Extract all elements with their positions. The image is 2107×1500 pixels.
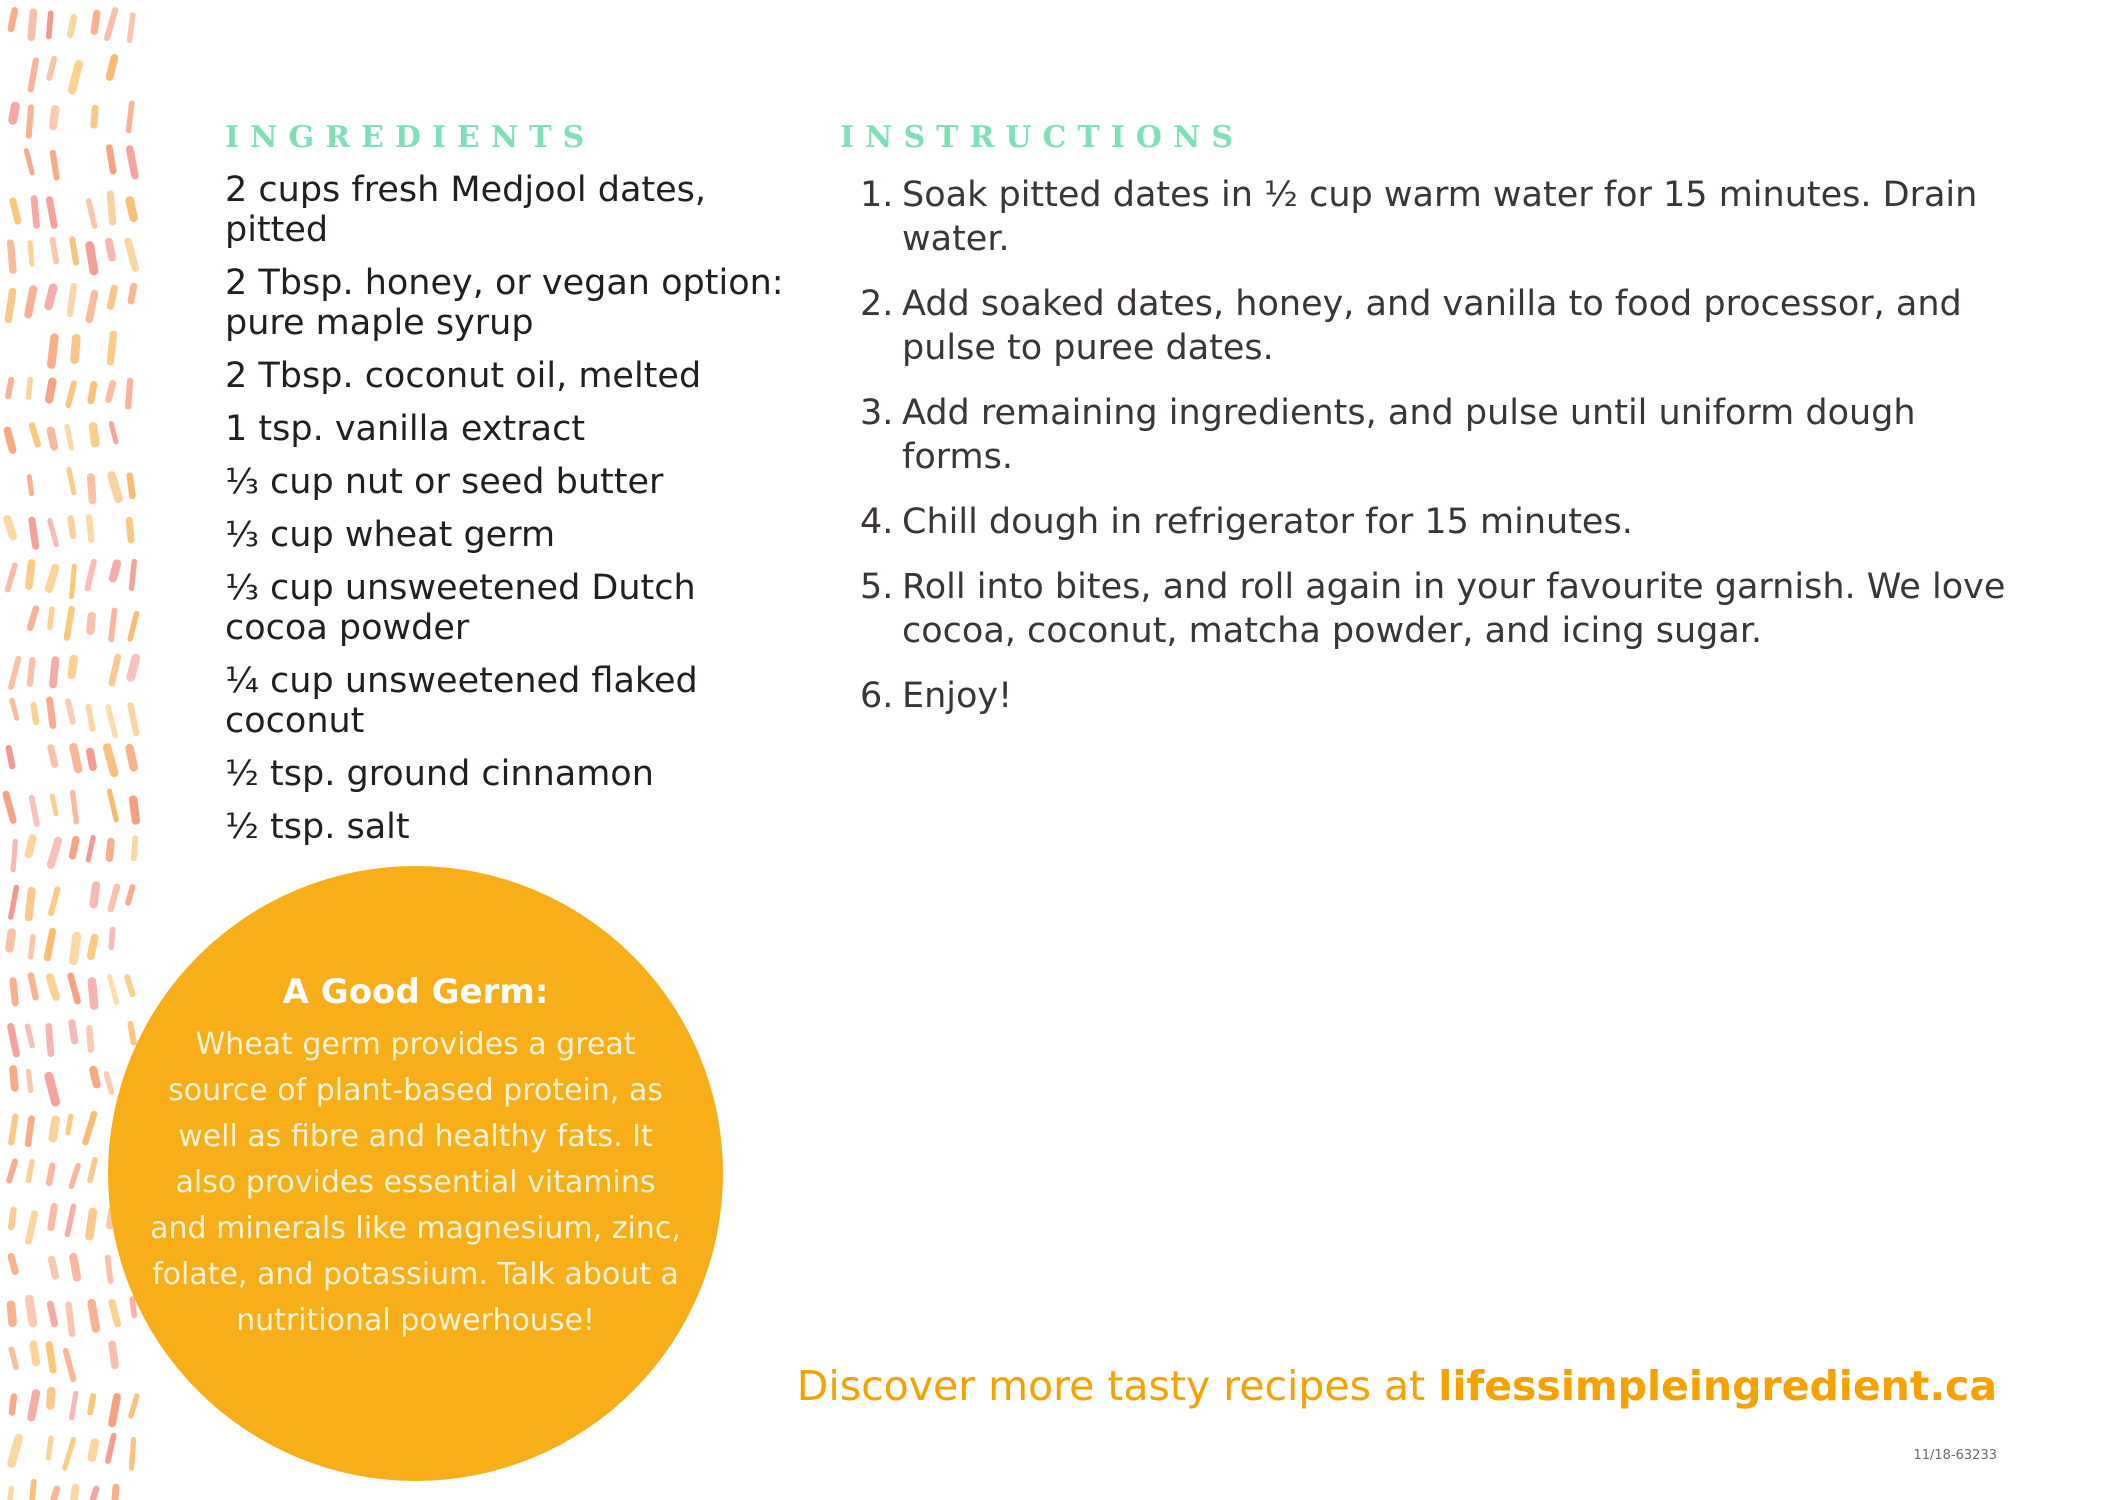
brush-stroke [49,236,59,264]
brush-stroke [103,6,119,41]
brush-stroke [125,195,139,223]
brush-stroke [6,1485,14,1500]
ingredient-item: 1 tsp. vanilla extract [225,409,586,449]
brush-stroke [28,934,36,960]
step-text: Roll into bites, and roll again in your favourite garnish. We love cocoa, coconut, matcha powder, and icing sugar. [902,567,2006,651]
brush-stroke [7,6,19,32]
brush-stroke [104,237,117,262]
brush-stroke [46,1300,59,1328]
brush-stroke [45,1341,57,1375]
brush-stroke [65,380,78,409]
brush-stroke [105,144,117,175]
brush-stroke [47,1203,59,1232]
instruction-step [860,500,2020,544]
ingredient-item: ⅓ cup wheat germ [225,515,556,555]
brush-stroke [47,517,60,548]
brush-stroke [10,839,18,873]
brush-stroke [128,1393,141,1420]
brush-stroke [85,1207,98,1241]
brush-stroke [29,1340,41,1367]
brush-stroke [9,697,20,721]
brush-stroke [131,835,139,861]
brush-stroke [49,149,60,180]
ingredients-list [225,170,785,860]
brush-stroke [8,1206,18,1230]
brush-stroke [27,1388,41,1422]
step-text: Chill dough in refrigerator for 15 minutes. [902,502,1633,542]
brush-stroke [102,742,120,778]
brush-stroke [64,423,75,451]
brush-stroke [66,282,77,317]
brush-stroke [4,562,18,593]
brush-stroke [106,470,124,504]
instruction-step [860,674,2020,718]
brush-stroke [25,1158,35,1183]
instruction-step [860,282,2020,370]
brush-stroke [125,516,134,543]
brush-stroke [45,1435,53,1461]
brush-stroke [24,1210,38,1246]
brush-stroke [127,1021,137,1047]
ingredients-heading: INGREDIENTS [225,120,596,155]
brush-stroke [124,743,138,772]
brush-stroke [48,1115,61,1143]
brush-stroke [125,145,139,180]
step-text: Add soaked dates, honey, and vanilla to food processor, and pulse to puree dates. [902,284,1962,368]
brush-stroke [5,376,15,400]
brush-stroke [87,1393,97,1416]
ingredient-item: ½ tsp. salt [225,807,410,847]
instruction-step [860,391,2020,479]
brush-stroke [9,977,19,1007]
brush-stroke [69,1252,82,1282]
brush-stroke [43,1071,61,1108]
brush-stroke [108,1298,122,1328]
brush-stroke [24,833,38,859]
brush-stroke [105,53,119,82]
brush-stroke [108,607,118,642]
brush-stroke [85,834,96,862]
brush-stroke [49,105,60,131]
step-number: 4. [860,502,894,542]
brush-stroke [26,474,34,497]
brush-stroke [87,1156,99,1183]
brush-stroke [45,1023,54,1058]
ingredient-item: ½ tsp. ground cinnamon [225,754,654,794]
brush-stroke [69,236,80,266]
brush-stroke [26,104,35,139]
brush-stroke [2,790,18,825]
brush-stroke [8,1393,17,1416]
brush-stroke [5,928,17,953]
brush-stroke [87,1438,100,1463]
step-text: Soak pitted dates in ½ cup warm water for 15 minutes. Drain water. [902,175,1978,259]
brush-stroke [23,285,37,320]
brush-stroke [62,1347,77,1383]
brush-stroke [63,606,75,642]
brush-stroke [43,282,58,311]
ingredient-item: 2 Tbsp. coconut oil, melted [225,356,702,396]
step-number: 5. [860,567,894,607]
brush-stroke [45,1162,55,1187]
brush-stroke [107,883,121,913]
brush-stroke [68,742,83,774]
brush-stroke [127,610,140,642]
step-text: Enjoy! [902,676,1013,716]
brush-stroke [46,55,58,81]
brush-stroke [2,514,18,542]
brush-stroke [69,1483,80,1500]
brush-stroke [47,744,59,769]
brush-stroke [27,57,39,93]
ingredient-item: 2 cups fresh Medjool dates, pitted [225,170,707,250]
brush-stroke [128,559,137,592]
brush-stroke [126,653,142,683]
brush-stroke [6,1022,20,1058]
brush-stroke [88,1065,101,1089]
brush-stroke [126,472,136,499]
brush-stroke [108,926,116,950]
brush-stroke [28,421,42,448]
brush-stroke [85,747,97,772]
brush-stroke [129,1437,137,1471]
brush-stroke [67,654,79,680]
instructions-list [860,173,2020,739]
brush-stroke [68,835,80,860]
brush-stroke [24,1115,35,1148]
brush-stroke [105,837,115,862]
brush-stroke [7,1252,20,1276]
brush-stroke [68,1019,79,1045]
brush-stroke [28,794,40,827]
brush-stroke [62,1436,77,1471]
brush-stroke [126,12,135,44]
brush-stroke [25,1068,33,1093]
good-germ-callout [108,866,723,1481]
brush-stroke [28,516,40,550]
brush-stroke [3,426,18,455]
brush-stroke [106,284,118,310]
brush-stroke [27,240,34,267]
brush-stroke [81,1110,97,1146]
brush-stroke [90,9,101,35]
brush-stroke [127,282,138,305]
brush-stroke [90,104,99,128]
brush-stroke [25,377,33,401]
brush-stroke [87,977,99,1011]
brush-stroke [8,1113,19,1146]
brush-stroke [86,1025,95,1053]
instruction-step [860,565,2020,653]
step-text: Add remaining ingredients, and pulse until uniform dough forms. [902,393,1916,477]
step-number: 3. [860,393,894,433]
brush-stroke [65,1301,76,1337]
brush-stroke [7,655,21,690]
brush-stroke [68,931,81,965]
brush-stroke [48,1485,62,1500]
brush-stroke [106,330,117,366]
brush-stroke [67,59,84,95]
brush-stroke [23,148,35,176]
brush-stroke [87,1298,101,1333]
brush-stroke [24,1294,38,1328]
brush-stroke [65,1113,74,1136]
brush-stroke [46,426,59,452]
brush-stroke [86,611,96,635]
website-link[interactable]: lifessimpleingredient.ca [1438,1362,1997,1410]
brush-stroke [108,1393,122,1428]
brush-stroke [49,656,60,689]
brush-stroke [67,972,82,1005]
ingredient-item: ¼ cup unsweetened flaked coconut [225,661,698,741]
brush-stroke [47,606,55,630]
brush-stroke [9,1065,19,1093]
step-number: 1. [860,175,894,215]
instruction-step [860,173,2020,261]
brush-stroke [125,884,136,907]
brush-stroke [44,377,57,404]
brush-stroke [128,795,140,825]
ingredient-item: 2 Tbsp. honey, or vegan option: pure maple syrup [225,263,784,343]
ingredient-item: ⅓ cup unsweetened Dutch cocoa powder [225,568,696,648]
step-number: 2. [860,284,894,324]
footer-call-to-action [797,1362,1997,1410]
brush-stroke [64,1203,77,1238]
brush-stroke [108,653,122,687]
brush-stroke [24,1023,35,1049]
brush-stroke [85,241,99,276]
brush-stroke [8,884,20,920]
brush-stroke [106,788,119,823]
brush-stroke [126,100,135,134]
brush-stroke [43,927,57,962]
brush-stroke [66,466,77,495]
brush-stroke [87,380,98,404]
brush-stroke [47,1255,60,1281]
brush-stroke [26,605,40,632]
brush-stroke [85,289,99,323]
brush-stroke [30,195,40,229]
brush-stroke [64,698,76,726]
brush-stroke [27,972,39,1001]
brush-stroke [85,198,98,230]
brush-stroke [67,515,76,540]
brush-stroke [103,1070,115,1095]
brush-stroke [104,379,116,403]
brush-stroke [6,1300,17,1327]
brush-stroke [127,702,140,737]
brush-stroke [46,836,63,870]
brush-stroke [26,657,35,687]
brush-stroke [107,190,117,226]
brush-stroke [4,287,17,323]
brush-stroke [46,1386,56,1410]
brush-stroke [86,933,99,961]
brush-stroke [125,377,134,409]
brush-stroke [104,1432,117,1464]
brush-stroke [27,8,37,41]
brush-stroke [49,793,59,817]
brush-stroke [89,881,101,909]
brush-stroke [104,1254,113,1284]
callout-body: Wheat germ provides a great source of plant-based protein, as well as fibre and healthy fats. It also provides essential vitamins and minerals like magnesium, zinc, folate, and potassium. Talk about a nutritional powerhouse! [150,1027,681,1338]
brush-stroke [9,197,22,226]
document-code: 11/18-63233 [1913,1448,1997,1463]
brush-stroke [45,972,61,1002]
brush-stroke [7,239,17,274]
brush-stroke [47,885,61,916]
brush-stroke [66,13,78,38]
brush-stroke [105,704,119,739]
brush-stroke [108,421,119,445]
brush-stroke [108,1340,119,1370]
brush-stroke [84,558,98,592]
brush-stroke [44,563,60,594]
step-number: 6. [860,676,894,716]
brush-stroke [69,1390,79,1420]
brush-stroke [8,1346,20,1371]
brush-stroke [123,237,139,273]
brush-stroke [70,790,80,825]
brush-stroke [5,744,16,769]
brush-stroke [70,334,81,365]
brush-stroke [84,1485,100,1500]
brush-stroke [86,514,95,543]
brush-stroke [88,422,100,448]
footer-cta-text: Discover more tasty recipes at [796,1362,1439,1410]
brush-stroke [6,1158,19,1184]
brush-stroke [30,702,40,726]
instructions-heading: INSTRUCTIONS [840,120,1244,155]
brush-stroke [108,558,122,583]
brush-stroke [25,559,36,591]
brush-stroke [29,1478,37,1500]
brush-stroke [24,886,36,921]
callout-title: A Good Germ: [282,972,549,1012]
brush-stroke [7,101,20,126]
brush-stroke [111,1483,120,1500]
brush-stroke [87,473,97,505]
brush-stroke [46,696,57,729]
ingredient-item: ⅓ cup nut or seed butter [225,462,664,502]
brush-stroke [6,1433,24,1469]
brush-stroke [69,563,77,599]
brush-stroke [68,1162,82,1190]
brush-stroke [85,703,96,732]
brush-stroke [46,10,54,39]
brush-stroke [47,333,59,369]
brush-stroke [45,196,58,230]
